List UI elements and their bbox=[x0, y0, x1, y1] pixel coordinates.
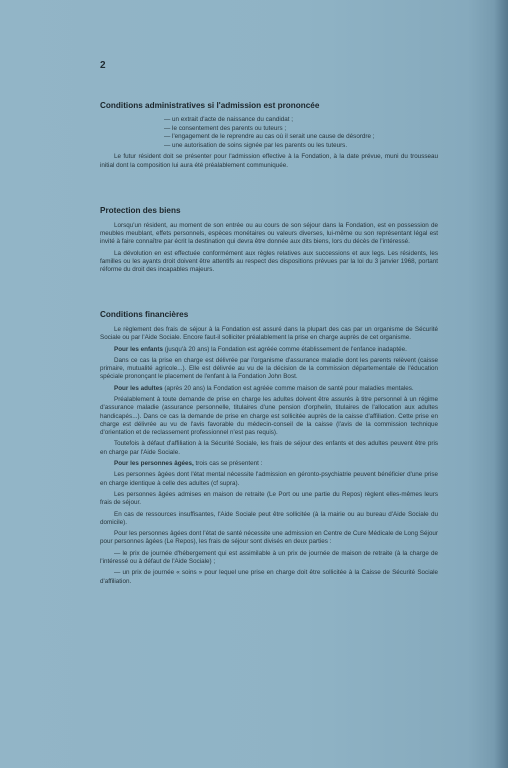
section-title-financieres: Conditions financières bbox=[100, 310, 189, 319]
paragraph: Pour les personnes âgées dont l'état de santé nécessite une admission en Centre de Cure Médicale de Long Séjour pour personnes âgées (Le Repos), les frais de séjour sont divisés en deux parties : bbox=[100, 530, 438, 546]
list-item: — une autorisation de soins signée par les parents ou les tuteurs. bbox=[164, 142, 438, 151]
section-title-admission: Conditions administratives si l'admission est prononcée bbox=[100, 101, 320, 110]
admission-list bbox=[100, 116, 438, 150]
list-item: — l'engagement de le reprendre au cas où il serait une cause de désordre ; bbox=[164, 133, 438, 142]
lead-enfants: Pour les enfants bbox=[114, 345, 163, 353]
section-protection bbox=[100, 206, 438, 278]
section-financieres bbox=[100, 310, 438, 589]
list-item: — un extrait d'acte de naissance du candidat ; bbox=[164, 116, 438, 125]
paragraph: Les personnes âgées admises en maison de retraite (Le Port ou une partie du Repos) règlent elles-mêmes leurs frais de séjour. bbox=[100, 490, 438, 507]
paragraph bbox=[100, 460, 438, 468]
lead-personnes-agees: Pour les personnes âgées, bbox=[114, 459, 194, 467]
page-number: 2 bbox=[100, 60, 106, 71]
paragraph: Les personnes âgées dont l'état mental nécessite l'admission en géronto-psychiatrie peuvent bénéficier d'une prise en charge identique à celle des adultes (cf supra). bbox=[100, 471, 438, 487]
paragraph bbox=[100, 346, 438, 354]
page-edge-shadow bbox=[494, 0, 508, 768]
list-item: — le consentement des parents ou tuteurs ; bbox=[164, 125, 438, 134]
paragraph bbox=[100, 385, 438, 393]
paragraph-text: (après 20 ans) la Fondation est agréée comme maison de santé pour maladies mentales. bbox=[162, 384, 414, 392]
paragraph: Préalablement à toute demande de prise en charge les adultes doivent être assurés à titre personnel à un régime d'assurance maladie (assurance personnelle, titulaires d'une pension d'orphelin, titulaires de l'allocation aux adultes handicapés...). Dans ce cas la demande de prise en charge est sollicitée auprès de la caisse d'affiliation. Cette prise en charge est délivrée au vu de l'avis favorable du médecin-conseil de la caisse (l'avis de la commission technique d'orientation et de reclassement professionnel n'est pas requis). bbox=[100, 396, 438, 436]
paragraph: Le règlement des frais de séjour à la Fondation est assuré dans la plupart des cas par un organisme de Sécurité Sociale ou par l'Aide Sociale. Encore faut-il solliciter préalablement la prise en charge auprès de cet organisme. bbox=[100, 326, 438, 342]
paragraph-text: (jusqu'à 20 ans) la Fondation est agréée comme établissement de l'enfance inadaptée. bbox=[163, 345, 407, 353]
lead-adultes: Pour les adultes bbox=[114, 384, 163, 392]
paragraph: Lorsqu'un résident, au moment de son entrée ou au cours de son séjour dans la Fondation, est en possession de meubles meublant, effets personnels, espèces monétaires ou valeurs diverses, lui-même ou son représentant légal est invité à faire connaître par écrit la destination qui devra être donnée aux dits biens, lors du décès de l'intéressé. bbox=[100, 222, 438, 246]
section-title-protection: Protection des biens bbox=[100, 206, 181, 215]
section-admission bbox=[100, 101, 438, 173]
paragraph: — le prix de journée d'hébergement qui est assimilable à un prix de journée de maison de retraite (à la charge de l'intéressé ou à défaut de l'Aide Sociale) ; bbox=[100, 549, 438, 565]
paragraph: Toutefois à défaut d'affiliation à la Sécurité Sociale, les frais de séjour des enfants et des adultes peuvent être pris en charge par l'Aide Sociale. bbox=[100, 440, 438, 456]
paragraph: La dévolution en est effectuée conformément aux règles relatives aux successions et aux legs. Les résidents, les familles ou les ayants droit doivent être attentifs au respect des dispositions prévues par la loi du 3 janvier 1968, portant réforme du droit des incapables majeurs. bbox=[100, 249, 438, 274]
paragraph: — un prix de journée « soins » pour lequel une prise en charge doit être sollicitée à la Caisse de Sécurité Sociale d'affiliation. bbox=[100, 569, 438, 585]
paragraph: En cas de ressources insuffisantes, l'Aide Sociale peut être sollicitée (à la mairie ou au bureau d'Aide Sociale du domicile). bbox=[100, 510, 438, 526]
paragraph: Dans ce cas la prise en charge est délivrée par l'organisme d'assurance maladie dont les parents relèvent (caisse primaire, mutualité agricole...). Elle est délivrée au vu de la décision de la commission départementale de l'éducation spéciale prononçant le placement de l'enfant à la Fondation John Bost. bbox=[100, 356, 438, 381]
paragraph-text: trois cas se présentent : bbox=[193, 459, 263, 467]
paragraph: Le futur résident doit se présenter pour l'admission effective à la Fondation, à la date prévue, muni du trousseau initial dont la composition lui aura été préalablement communiquée. bbox=[100, 153, 438, 169]
